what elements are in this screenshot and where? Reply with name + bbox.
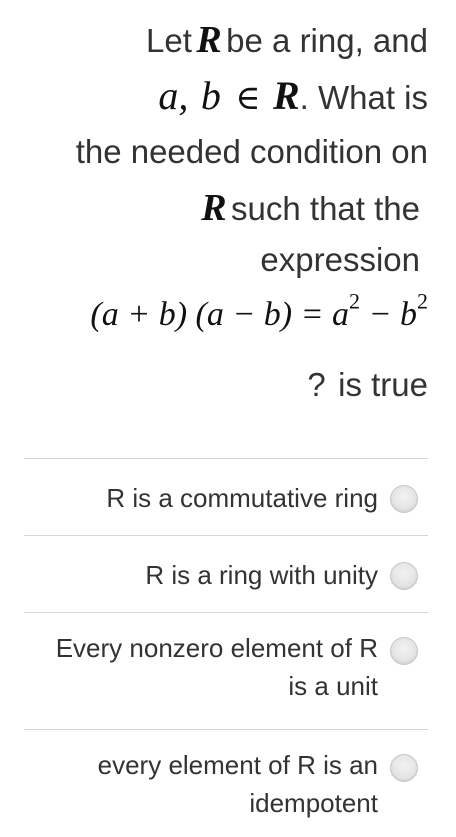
radio-button[interactable] — [390, 485, 418, 513]
option-label: R is a ring with unity — [145, 560, 378, 590]
equation-left: (a + b) (a − b) = a — [90, 296, 350, 333]
ring-variable: R — [196, 19, 222, 61]
question-phrase: is true — [338, 366, 428, 403]
question-phrase: be a ring, and — [226, 22, 428, 59]
question-line-2 — [158, 72, 428, 119]
equation — [90, 288, 428, 334]
answer-options — [24, 458, 428, 837]
option-label: R is a commutative ring — [106, 483, 378, 513]
variable-a: a, — [158, 73, 189, 118]
option-label-line: every element of R is an — [97, 750, 378, 780]
radio-button[interactable] — [390, 562, 418, 590]
option-ring-with-unity[interactable] — [24, 536, 428, 612]
ring-variable: R — [272, 73, 300, 118]
question-phrase: the needed condition on — [75, 133, 428, 170]
radio-button[interactable] — [390, 637, 418, 665]
question-word-let: Let — [146, 22, 192, 59]
question-line-4 — [201, 186, 420, 230]
radio-button[interactable] — [390, 754, 418, 782]
equation-exponent: 2 — [349, 288, 361, 314]
option-label — [56, 629, 378, 705]
variable-b: b — [200, 73, 221, 118]
question-line-7 — [307, 366, 428, 404]
question-mark: ? — [307, 366, 326, 403]
question-line-3 — [76, 133, 428, 171]
question-line-1 — [146, 18, 428, 62]
question-line-5 — [260, 241, 420, 279]
question-phrase: such that the — [231, 190, 420, 227]
option-commutative-ring[interactable] — [24, 459, 428, 535]
question-phrase: . What is — [299, 79, 428, 116]
option-nonzero-unit[interactable] — [24, 613, 428, 729]
option-label-line: Every nonzero element of R — [55, 633, 378, 663]
option-label-line: idempotent — [249, 788, 378, 818]
equation-right: − b — [360, 296, 417, 333]
element-of-symbol: ∈ — [235, 80, 261, 117]
option-label-line: is a unit — [288, 671, 378, 701]
ring-variable: R — [201, 187, 227, 229]
option-label — [98, 746, 378, 822]
option-idempotent[interactable] — [24, 730, 428, 837]
equation-exponent: 2 — [417, 288, 428, 314]
question-phrase: expression — [260, 241, 420, 278]
